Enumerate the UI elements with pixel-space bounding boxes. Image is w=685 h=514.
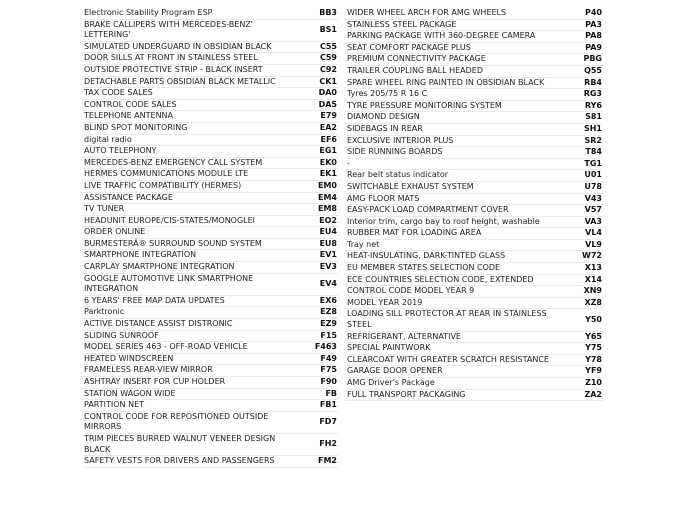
option-description: PARKING PACKAGE WITH 360-DEGREE CAMERA <box>345 31 566 43</box>
option-code: FH2 <box>301 433 338 455</box>
option-row <box>345 263 603 275</box>
option-code: TG1 <box>566 158 603 170</box>
option-description: DIAMOND DESIGN <box>345 112 566 124</box>
option-code: YF9 <box>566 366 603 378</box>
option-description: MODEL YEAR 2019 <box>345 297 566 309</box>
option-row <box>82 8 338 19</box>
option-row <box>82 215 338 227</box>
option-row <box>345 158 603 170</box>
option-row <box>82 111 338 123</box>
option-row <box>345 309 603 331</box>
option-row <box>345 251 603 263</box>
option-row <box>345 42 603 54</box>
option-description: SWITCHABLE EXHAUST SYSTEM <box>345 181 566 193</box>
option-row <box>82 122 338 134</box>
option-description: DOOR SILLS AT FRONT IN STAINLESS STEEL <box>82 53 301 65</box>
option-row <box>82 250 338 262</box>
option-code: EM4 <box>301 192 338 204</box>
option-row <box>345 170 603 182</box>
option-row <box>82 227 338 239</box>
option-code: RY6 <box>566 100 603 112</box>
option-description: TRAILER COUPLING BALL HEADED <box>345 65 566 77</box>
option-row <box>82 88 338 100</box>
option-row <box>345 216 603 228</box>
option-code: FB1 <box>301 400 338 412</box>
option-description: HERMES COMMUNICATIONS MODULE LTE <box>82 169 301 181</box>
option-code: RB4 <box>566 77 603 89</box>
option-code: F90 <box>301 377 338 389</box>
options-table-left <box>82 8 338 468</box>
option-description: DETACHABLE PARTS OBSIDIAN BLACK METALLIC <box>82 76 301 88</box>
option-row <box>82 273 338 295</box>
option-description: Interior trim, cargo bay to roof height, washable <box>345 216 566 228</box>
option-row <box>82 134 338 146</box>
option-row <box>82 204 338 216</box>
option-code: EZ9 <box>301 319 338 331</box>
option-code: EF6 <box>301 134 338 146</box>
option-description: PARTITION NET <box>82 400 301 412</box>
option-description: SPARE WHEEL RING PAINTED IN OBSIDIAN BLACK <box>345 77 566 89</box>
option-row <box>82 53 338 65</box>
option-description: CARPLAY SMARTPHONE INTEGRATION <box>82 262 301 274</box>
option-code: SR2 <box>566 135 603 147</box>
option-row <box>82 192 338 204</box>
option-code: Y75 <box>566 343 603 355</box>
option-code: F75 <box>301 365 338 377</box>
option-description: SPECIAL PAINTWORK <box>345 343 566 355</box>
option-description: TELEPHONE ANTENNA <box>82 111 301 123</box>
option-row <box>345 378 603 390</box>
option-code: S81 <box>566 112 603 124</box>
option-row <box>82 64 338 76</box>
option-code: X14 <box>566 274 603 286</box>
option-description: MERCEDES-BENZ EMERGENCY CALL SYSTEM <box>82 157 301 169</box>
option-row <box>345 19 603 31</box>
option-code: C59 <box>301 53 338 65</box>
option-code: T84 <box>566 147 603 159</box>
option-description: ASHTRAY INSERT FOR CUP HOLDER <box>82 377 301 389</box>
option-code: EK1 <box>301 169 338 181</box>
option-description: HEAT-INSULATING, DARK-TINTED GLASS <box>345 251 566 263</box>
option-row <box>82 400 338 412</box>
option-row <box>345 228 603 240</box>
option-code: F463 <box>301 342 338 354</box>
options-table-right <box>345 8 603 401</box>
option-code: U78 <box>566 181 603 193</box>
option-row <box>82 330 338 342</box>
option-row <box>345 205 603 217</box>
option-description: BURMESTERÂ® SURROUND SOUND SYSTEM <box>82 238 301 250</box>
option-code: VL4 <box>566 228 603 240</box>
option-description: HEATED WINDSCREEN <box>82 353 301 365</box>
option-code: DA5 <box>301 99 338 111</box>
option-code: FM2 <box>301 456 338 468</box>
option-code: PBG <box>566 54 603 66</box>
option-description: Rear belt status indicator <box>345 170 566 182</box>
option-description: TAX CODE SALES <box>82 88 301 100</box>
option-row <box>345 77 603 89</box>
option-row <box>82 353 338 365</box>
option-code: V43 <box>566 193 603 205</box>
option-code: EV3 <box>301 262 338 274</box>
option-row <box>82 388 338 400</box>
option-code: XZ8 <box>566 297 603 309</box>
option-description: ORDER ONLINE <box>82 227 301 239</box>
option-row <box>82 19 338 41</box>
option-description: SIMULATED UNDERGUARD IN OBSIDIAN BLACK <box>82 41 301 53</box>
option-description: digital radio <box>82 134 301 146</box>
option-code: EM8 <box>301 204 338 216</box>
option-row <box>82 433 338 455</box>
option-row <box>82 76 338 88</box>
option-description: AMG Driver's Package <box>345 378 566 390</box>
option-row <box>345 193 603 205</box>
option-description: Tray net <box>345 239 566 251</box>
option-description: CONTROL CODE SALES <box>82 99 301 111</box>
option-row <box>345 239 603 251</box>
option-description: 6 YEARS' FREE MAP DATA UPDATES <box>82 295 301 307</box>
option-row <box>345 8 603 19</box>
option-description: GOOGLE AUTOMOTIVE LINK SMARTPHONE INTEGRATION <box>82 273 301 295</box>
option-code: EM0 <box>301 180 338 192</box>
option-code: C92 <box>301 64 338 76</box>
option-row <box>345 135 603 147</box>
option-row <box>82 295 338 307</box>
option-description: TRIM PIECES BURRED WALNUT VENEER DESIGN BLACK <box>82 433 301 455</box>
option-row <box>82 456 338 468</box>
option-code: PA8 <box>566 31 603 43</box>
option-description: EU MEMBER STATES SELECTION CODE <box>345 263 566 275</box>
option-code: E79 <box>301 111 338 123</box>
option-description: LIVE TRAFFIC COMPATIBILITY (HERMES) <box>82 180 301 192</box>
option-description: STAINLESS STEEL PACKAGE <box>345 19 566 31</box>
option-description: WIDER WHEEL ARCH FOR AMG WHEELS <box>345 8 566 19</box>
option-code: EK0 <box>301 157 338 169</box>
option-code: EZ8 <box>301 307 338 319</box>
option-code: EV4 <box>301 273 338 295</box>
option-row <box>82 41 338 53</box>
option-code: Y65 <box>566 331 603 343</box>
option-description: PREMIUM CONNECTIVITY PACKAGE <box>345 54 566 66</box>
option-description: ACTIVE DISTANCE ASSIST DISTRONIC <box>82 319 301 331</box>
option-code: EA2 <box>301 122 338 134</box>
option-code: BB3 <box>301 8 338 19</box>
option-code: EO2 <box>301 215 338 227</box>
option-row <box>345 65 603 77</box>
option-description: AMG FLOOR MATS <box>345 193 566 205</box>
option-description: CLEARCOAT WITH GREATER SCRATCH RESISTANCE <box>345 354 566 366</box>
option-code: DA0 <box>301 88 338 100</box>
option-description: Parktronic <box>82 307 301 319</box>
option-code: VL9 <box>566 239 603 251</box>
option-description: Electronic Stability Program ESP <box>82 8 301 19</box>
option-row <box>345 297 603 309</box>
option-row <box>82 319 338 331</box>
option-code: F15 <box>301 330 338 342</box>
option-code: RG3 <box>566 89 603 101</box>
option-description: CONTROL CODE MODEL YEAR 9 <box>345 286 566 298</box>
option-row <box>82 307 338 319</box>
option-code: Z10 <box>566 378 603 390</box>
option-row <box>82 262 338 274</box>
option-description: ASSISTANCE PACKAGE <box>82 192 301 204</box>
option-row <box>345 147 603 159</box>
option-row <box>345 123 603 135</box>
option-code: Q55 <box>566 65 603 77</box>
option-row <box>345 89 603 101</box>
option-description: RUBBER MAT FOR LOADING AREA <box>345 228 566 240</box>
option-row <box>82 99 338 111</box>
option-description: FRAMELESS REAR-VIEW MIRROR <box>82 365 301 377</box>
option-description: EXCLUSIVE INTERIOR PLUS <box>345 135 566 147</box>
option-code: C55 <box>301 41 338 53</box>
option-code: Y78 <box>566 354 603 366</box>
option-row <box>82 377 338 389</box>
option-description: SLIDING SUNROOF <box>82 330 301 342</box>
option-row <box>82 157 338 169</box>
option-code: XN9 <box>566 286 603 298</box>
option-description: LOADING SILL PROTECTOR AT REAR IN STAINLESS STEEL <box>345 309 566 331</box>
option-row <box>345 274 603 286</box>
option-description: TV TUNER <box>82 204 301 216</box>
option-code: VA3 <box>566 216 603 228</box>
option-code: Y50 <box>566 309 603 331</box>
option-description: OUTSIDE PROTECTIVE STRIP - BLACK INSERT <box>82 64 301 76</box>
option-row <box>345 181 603 193</box>
option-code: BS1 <box>301 19 338 41</box>
option-code: PA3 <box>566 19 603 31</box>
option-description: TYRE PRESSURE MONITORING SYSTEM <box>345 100 566 112</box>
option-code: EU4 <box>301 227 338 239</box>
option-row <box>345 31 603 43</box>
option-row <box>345 354 603 366</box>
option-row <box>82 238 338 250</box>
option-row <box>345 100 603 112</box>
option-description: Tyres 205/75 R 16 C <box>345 89 566 101</box>
option-description: SEAT COMFORT PACKAGE PLUS <box>345 42 566 54</box>
option-row <box>82 342 338 354</box>
option-description: ECE COUNTRIES SELECTION CODE, EXTENDED <box>345 274 566 286</box>
option-code: PA9 <box>566 42 603 54</box>
option-row <box>345 286 603 298</box>
option-description: HEADUNIT EUROPE/CIS-STATES/MONOGLEI <box>82 215 301 227</box>
option-code: F49 <box>301 353 338 365</box>
option-row <box>82 146 338 158</box>
option-description: FULL TRANSPORT PACKAGING <box>345 389 566 401</box>
option-description: SIDEBAGS IN REAR <box>345 123 566 135</box>
option-code: SH1 <box>566 123 603 135</box>
option-description: BLIND SPOT MONITORING <box>82 122 301 134</box>
option-description: SMARTPHONE INTEGRATION <box>82 250 301 262</box>
option-description: MODEL SERIES 463 - OFF-ROAD VEHICLE <box>82 342 301 354</box>
option-code: X13 <box>566 263 603 275</box>
option-description: REFRIGERANT, ALTERNATIVE <box>345 331 566 343</box>
option-description: EASY-PACK LOAD COMPARTMENT COVER <box>345 205 566 217</box>
option-description: SIDE RUNNING BOARDS <box>345 147 566 159</box>
option-row <box>345 343 603 355</box>
option-code: CK1 <box>301 76 338 88</box>
option-code: EX6 <box>301 295 338 307</box>
option-code: FB <box>301 388 338 400</box>
option-row <box>82 411 338 433</box>
option-description: STATION WAGON WIDE <box>82 388 301 400</box>
option-code: EG1 <box>301 146 338 158</box>
option-description: CONTROL CODE FOR REPOSITIONED OUTSIDE MIRRORS <box>82 411 301 433</box>
option-row <box>345 366 603 378</box>
option-row <box>82 180 338 192</box>
option-description: SAFETY VESTS FOR DRIVERS AND PASSENGERS <box>82 456 301 468</box>
option-row <box>345 112 603 124</box>
option-code: EU8 <box>301 238 338 250</box>
option-code: FD7 <box>301 411 338 433</box>
option-description: BRAKE CALLIPERS WITH MERCEDES-BENZ' LETTERING' <box>82 19 301 41</box>
option-row <box>345 389 603 401</box>
option-description: - <box>345 158 566 170</box>
option-code: U01 <box>566 170 603 182</box>
option-description: AUTO TELEPHONY <box>82 146 301 158</box>
option-row <box>345 54 603 66</box>
option-code: V57 <box>566 205 603 217</box>
option-code: W72 <box>566 251 603 263</box>
option-description: GARAGE DOOR OPENER <box>345 366 566 378</box>
option-code: P40 <box>566 8 603 19</box>
option-row <box>345 331 603 343</box>
option-code: ZA2 <box>566 389 603 401</box>
option-row <box>82 365 338 377</box>
option-row <box>82 169 338 181</box>
option-code: EV1 <box>301 250 338 262</box>
